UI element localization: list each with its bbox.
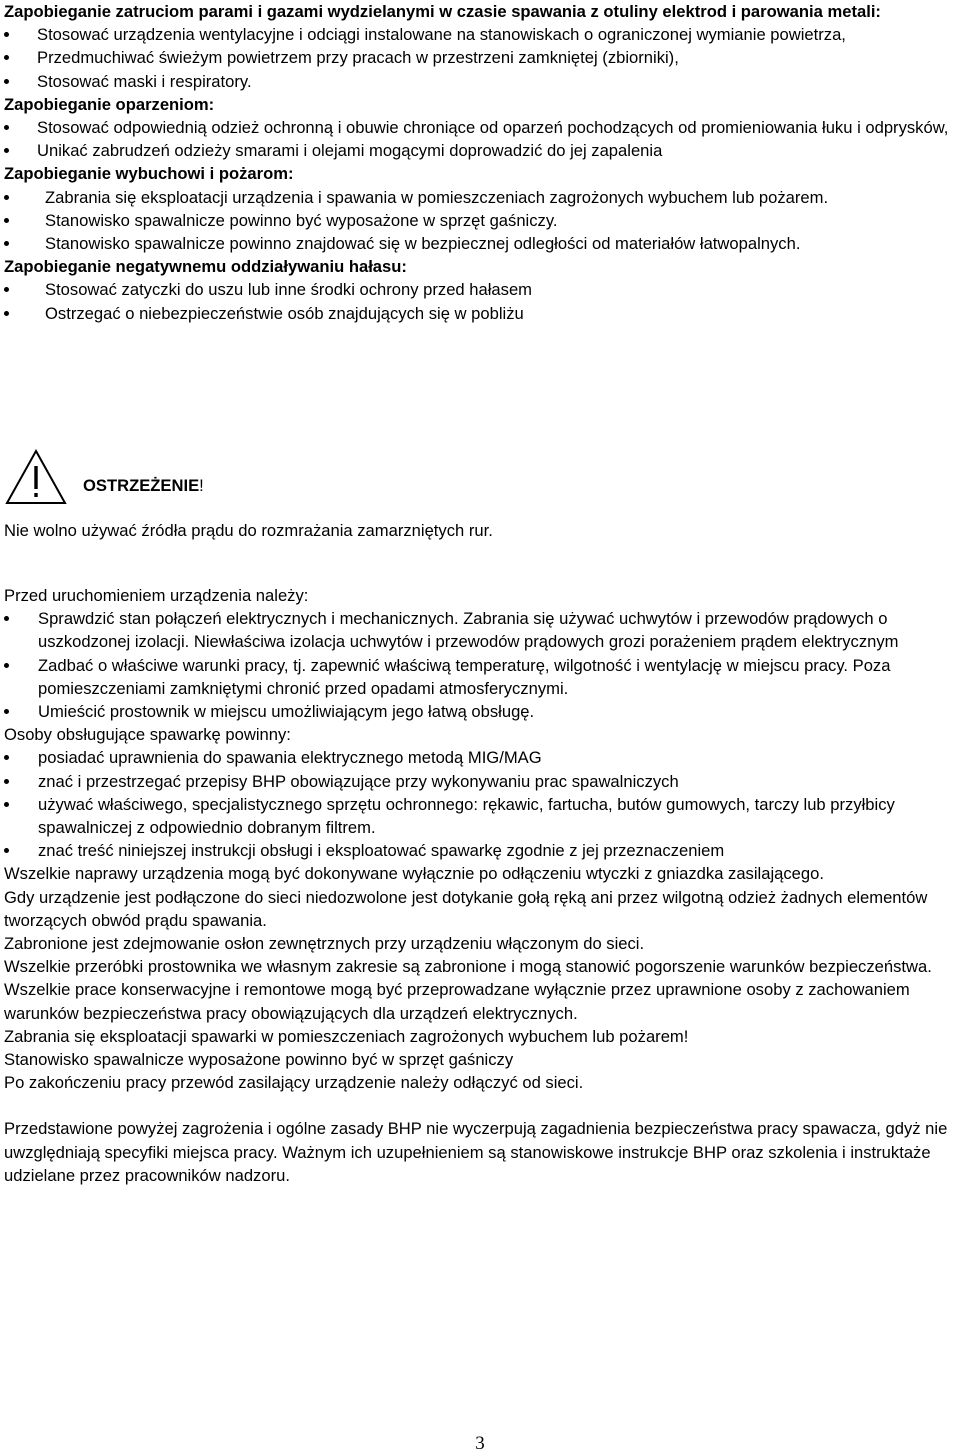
heading-burns: Zapobieganie oparzeniom:	[4, 94, 215, 114]
list-fumes	[4, 23, 958, 93]
list-operators	[4, 746, 958, 862]
list-item: Zabrania się eksploatacji urządzenia i spawania w pomieszczeniach zagrożonych wybuchem lub pożarem.	[4, 186, 958, 209]
list-item: Stanowisko spawalnicze powinno być wyposażone w sprzęt gaśniczy.	[4, 209, 958, 232]
warning-text: Nie wolno używać źródła prądu do rozmrażania zamarzniętych rur.	[4, 521, 493, 540]
list-item: Stosować maski i respiratory.	[4, 70, 958, 93]
list-item: Umieścić prostownik w miejscu umożliwiającym jego łatwą obsługę.	[4, 700, 958, 723]
warning-block	[4, 448, 958, 508]
closing-paragraph: Przedstawione powyżej zagrożenia i ogólne zasady BHP nie wyczerpują zagadnienia bezpieczeństwa pracy spawacza, gdyż nie uwzględniają specyfiki miejsca pracy. Ważnym ich uzupełnieniem są stanowiskowe instrukcje BHP oraz szkolenia i instruktaże udzielane przez pracowników nadzoru.	[4, 1119, 948, 1185]
list-noise	[4, 278, 958, 324]
spacer	[4, 1094, 958, 1117]
safety-sections	[4, 0, 958, 325]
list-item: posiadać uprawnienia do spawania elektrycznego metodą MIG/MAG	[4, 746, 958, 769]
heading-fumes: Zapobieganie zatruciom parami i gazami wydzielanymi w czasie spawania z otuliny elektrod i parowania metali:	[4, 2, 881, 21]
list-item: Ostrzegać o niebezpieczeństwie osób znajdujących się w pobliżu	[4, 302, 958, 325]
list-item: używać właściwego, specjalistycznego sprzętu ochronnego: rękawic, fartucha, butów gumowych, tarczy lub przyłbicy spawalniczej z odpowiednio dobranym filtrem.	[4, 793, 958, 839]
rule-paragraph: Gdy urządzenie jest podłączone do sieci niedozwolone jest dotykanie gołą ręką ani przez wilgotną odzież żadnych elementów tworzących obwód prądu spawania.	[4, 887, 928, 930]
heading-noise: Zapobieganie negatywnemu oddziaływaniu hałasu:	[4, 257, 407, 277]
list-item: Zadbać o właściwe warunki pracy, tj. zapewnić właściwą temperaturę, wilgotność i wentylację w miejscu pracy. Poza pomieszczeniami zamkniętymi chronić przed opadami atmosferycznymi.	[4, 654, 958, 700]
list-startup	[4, 607, 958, 723]
warning-label-text: OSTRZEŻENIE	[83, 476, 200, 495]
rule-paragraph: Wszelkie przeróbki prostownika we własnym zakresie są zabronione i mogą stanowić pogorszenie warunków bezpieczeństwa.	[4, 957, 932, 977]
list-item: Stanowisko spawalnicze powinno znajdować się w bezpiecznej odległości od materiałów łatwopalnych.	[4, 232, 958, 255]
list-burns	[4, 116, 958, 162]
list-item: Stosować urządzenia wentylacyjne i odciągi instalowane na stanowiskach o ograniczonej wymianie powietrza,	[4, 23, 958, 46]
startup-intro: Przed uruchomieniem urządzenia należy:	[4, 586, 309, 605]
warning-exclamation: !	[199, 476, 204, 495]
rule-paragraph: Po zakończeniu pracy przewód zasilający urządzenie należy odłączyć od sieci.	[4, 1073, 584, 1093]
rule-paragraph: Wszelkie prace konserwacyjne i remontowe mogą być przeprowadzane wyłącznie przez uprawnione osoby z zachowaniem warunków bezpieczeństwa pracy obowiązujących dla urządzeń elektrycznych.	[4, 980, 910, 1023]
rule-paragraph: Stanowisko spawalnicze wyposażone powinno być w sprzęt gaśniczy	[4, 1050, 514, 1070]
warning-label	[83, 474, 204, 497]
warning-triangle-icon	[4, 448, 68, 506]
list-item: Stosować odpowiednią odzież ochronną i obuwie chroniące od oparzeń pochodzących od promieniowania łuku i odprysków,	[4, 116, 958, 139]
list-item: Przedmuchiwać świeżym powietrzem przy pracach w przestrzeni zamkniętej (zbiorniki),	[4, 46, 958, 69]
page-number: 3	[475, 1433, 485, 1454]
list-fire	[4, 186, 958, 256]
rule-paragraph: Wszelkie naprawy urządzenia mogą być dokonywane wyłącznie po odłączeniu wtyczki z gniazdka zasilającego.	[4, 864, 824, 884]
list-item: znać treść niniejszej instrukcji obsługi i eksploatować spawarkę zgodnie z jej przeznaczeniem	[4, 839, 958, 862]
list-item: Unikać zabrudzeń odzieży smarami i olejami mogącymi doprowadzić do jej zapalenia	[4, 139, 958, 162]
rule-paragraph: Zabronione jest zdejmowanie osłon zewnętrznych przy urządzeniu włączonym do sieci.	[4, 934, 645, 954]
list-item: Sprawdzić stan połączeń elektrycznych i mechanicznych. Zabrania się używać uchwytów i przewodów prądowych o uszkodzonej izolacji. Niewłaściwa izolacja uchwytów i przewodów prądowych grozi porażeniem prądem elektrycznym	[4, 607, 958, 653]
rule-paragraph: Zabrania się eksploatacji spawarki w pomieszczeniach zagrożonych wybuchem lub pożarem!	[4, 1026, 689, 1046]
operators-intro: Osoby obsługujące spawarkę powinny:	[4, 725, 291, 745]
list-item: znać i przestrzegać przepisy BHP obowiązujące przy wykonywaniu prac spawalniczych	[4, 770, 958, 793]
list-item: Stosować zatyczki do uszu lub inne środki ochrony przed hałasem	[4, 278, 958, 301]
heading-fire: Zapobieganie wybuchowi i pożarom:	[4, 164, 294, 184]
general-rules	[4, 584, 958, 1187]
